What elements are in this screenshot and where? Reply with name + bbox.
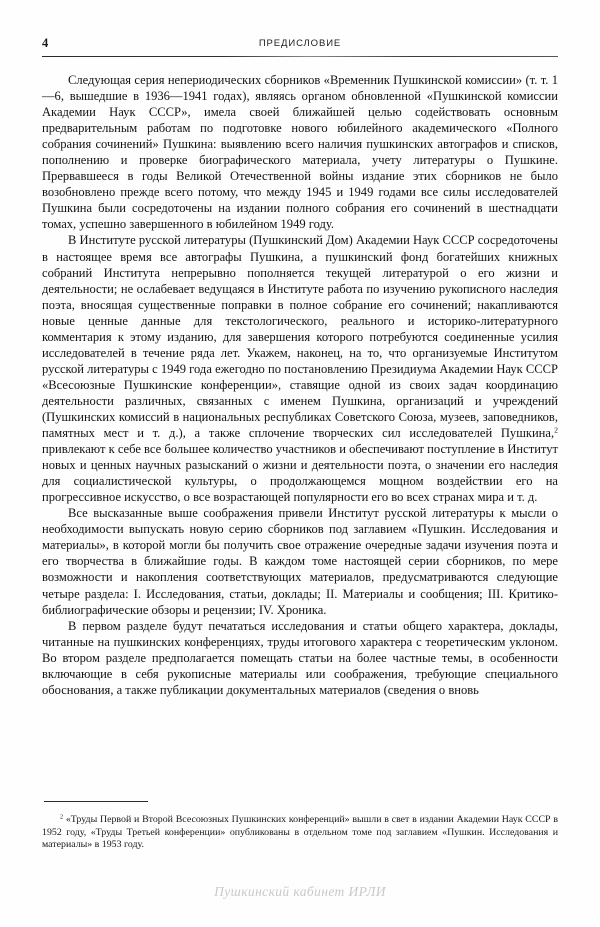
header-rule [42, 56, 558, 57]
page-number: 4 [42, 36, 49, 50]
paragraph-4: В первом разделе будут печататься исследования и статьи общего характера, доклады, читанные на пушкинских конференциях, труды итогового характера с теоретическим уклоном. Во втором разделе предполагается помещать статьи на более частные темы, в особенности включающие в себя рукописные материалы или соображения, требующие специального обоснования, а также публикации документальных материалов (сведения о вновь [42, 618, 558, 697]
paragraph-2 [42, 232, 558, 505]
body-text [42, 72, 558, 698]
watermark: Пушкинский кабинет ИРЛИ [214, 884, 386, 899]
footnote-separator-rule [44, 801, 148, 802]
footnote-item [42, 814, 558, 852]
paragraph-1: Следующая серия непериодических сборников «Временник Пушкинской комиссии» (т. т. 1—6, вышедшие в 1936—1941 годах), являясь органом обновленной «Пушкинской комиссии Академии Наук СССР», имела своей ближайшей целью содействовать основным предварительным работам по подготовке нового юбилейного академического «Полного собрания сочинений» Пушкина: выявлению всего наличия пушкинских автографов и списков, пополнению и проверке биографического материала, учету литературы о Пушкине. Прервавшееся в годы Великой Отечественной войны издание этих сборников не было возобновлено прежде всего потому, что между 1945 и 1949 годами все силы исследователей Пушкина были сосредоточены на издании полного собрания его сочинений в шестнадцати томах, успешно завершенного в юбилейном 1949 году. [42, 73, 558, 232]
footnote-block [42, 814, 558, 852]
paragraph-2-tail: привлекают к себе все большее количество участников и обеспечивают поступление в Институт новых и ценных научных разысканий о жизни и деятельности поэта, о значении его наследия для социалистической культуры, о продолжающемся мощном воздействии его на прогрессивное искусство, о все возрастающей популярности его во всех странах мира и т. д. [42, 442, 558, 505]
footnote-reference[interactable]: 2 [554, 425, 558, 435]
footnote-marker: 2 [60, 814, 64, 821]
running-head-title: ПРЕДИСЛОВИЕ [258, 38, 342, 49]
footnote-text: «Труды Первой и Второй Всесоюзных Пушкинских конференций» вышли в свет в издании Академии Наук СССР в 1952 году, «Труды Третьей конференции» опубликованы в отдельном томе под заглавием «Пушкин. Исследования и материалы» в 1953 году. [42, 814, 558, 851]
paragraph-2-main: В Институте русской литературы (Пушкинский Дом) Академии Наук СССР сосредоточены в настоящее время все автографы Пушкина, а пушкинский фонд богатейших книжных собраний Института непрерывно пополняется текущей литературой о его жизни и деятельности; не ослабевает ведущаяся в Институте работа по изучению рукописного наследия поэта, вносящая существенные поправки в полное собрание его сочинений; накапливаются новые ценные данные для текстологического, реального и историко-литературного комментария к этому изданию, для завершения которого потребуются соединенные усилия исследователей в течение ряда лет. Укажем, наконец, на то, что организуемые Институтом русской литературы с 1949 года ежегодно по постановлению Президиума Академии Наук СССР «Всесоюзные Пушкинские конференции», ставящие одной из своих задач координацию деятельности различных, связанных с именем Пушкина, организаций и учреждений (Пушкинских комиссий в национальных республиках Советского Союза, музеев, заповедников, памятных мест и т. д.), а также сплочение творческих сил исследователей Пушкина, [42, 233, 558, 441]
running-head [42, 36, 558, 58]
paragraph-3: Все высказанные выше соображения привели Институт русской литературы к мысли о необходимости выпускать новую серию сборников под заглавием «Пушкин. Исследования и материалы», в которой могли бы получить свое отражение очередные задачи изучения поэта и его творчества в ближайшие годы. В каждом томе настоящей серии сборников, по мере возможности и накопления соответствующих материалов, предусматриваются следующие четыре раздела: I. Исследования, статьи, доклады; II. Материалы и сообщения; III. Критико-библиографические обзоры и рецензии; IV. Хроника. [42, 506, 558, 617]
